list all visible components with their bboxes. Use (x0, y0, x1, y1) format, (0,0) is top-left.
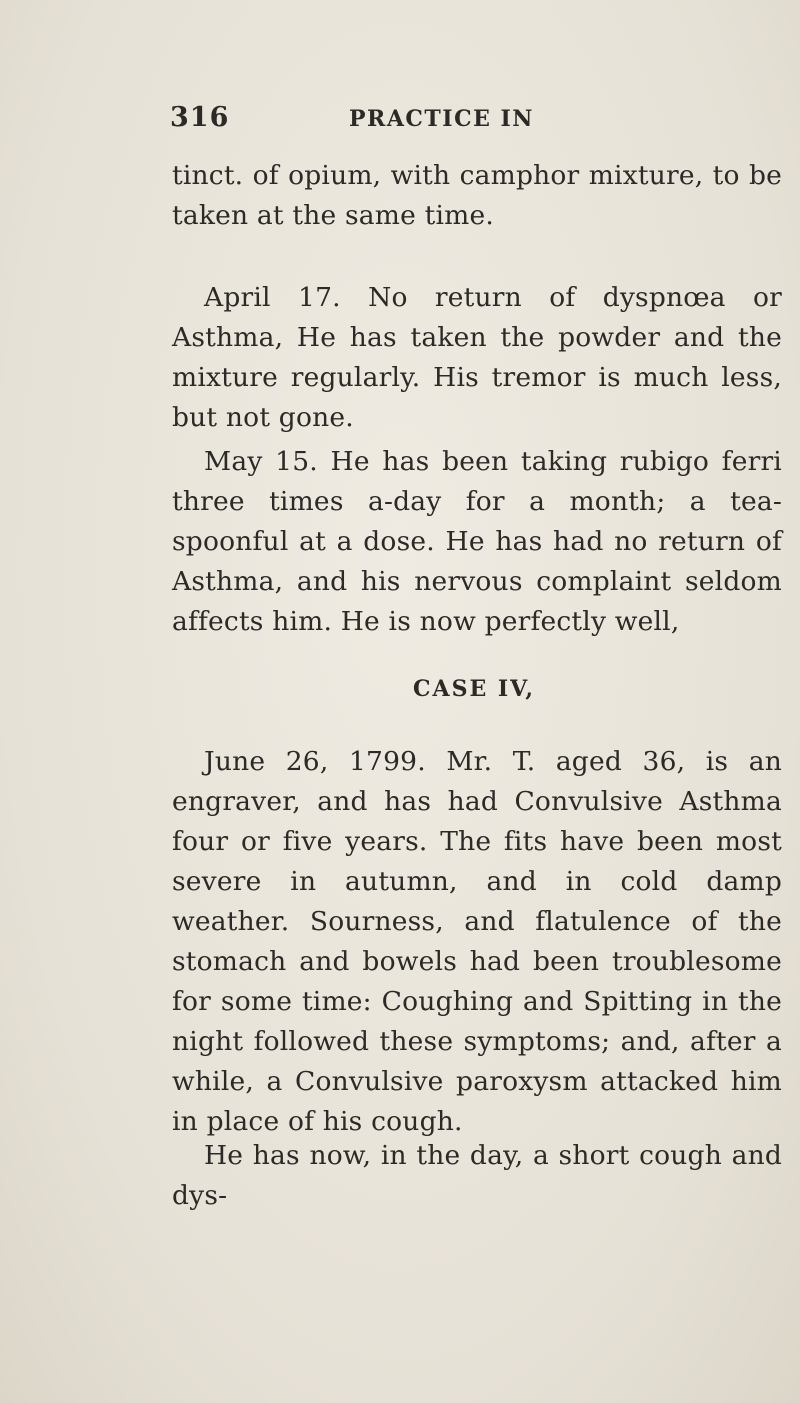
paragraph-text: He has now, in the day, a short cough and dys- (172, 1140, 782, 1211)
paragraph-cough (172, 1136, 782, 1216)
entry-date: June 26, 1799. (204, 746, 426, 777)
paragraph-text: tinct. of opium, with camphor mixture, to be taken at the same time. (172, 160, 782, 231)
paragraph-text: No return of dyspnœa or Asthma, He has taken the powder and the mixture regularly. His tremor is much less, but not gone. (172, 282, 783, 433)
paragraph-text: Mr. T. aged 36, is an engraver, and has had Convulsive Asthma four or five years. The fits have been most severe in autumn, and in cold damp weather. Sourness, and flatulence of the stomach and bowels had been troublesome for some time: Coughing and Spitting in the night followed these symptoms; and, after a while, a Convulsive paroxysm attacked him in place of his cough. (172, 746, 782, 1137)
running-head: PRACTICE IN (349, 106, 534, 132)
entry-date: April 17. (204, 282, 341, 313)
case-heading: CASE IV, (413, 676, 536, 702)
paragraph-continuation (172, 156, 782, 236)
paragraph-may-15 (172, 442, 782, 642)
paragraph-june-26 (172, 742, 782, 1142)
paragraph-april-17 (172, 278, 782, 438)
page-number: 316 (170, 102, 230, 133)
page-header (0, 102, 800, 142)
paragraph-text: He has been taking rubigo ferri three times a-day for a month; a tea-spoonful at a dose. He has had no return of Asthma, and his nervous complaint seldom affects him. He is now perfectly well, (172, 446, 782, 637)
entry-date: May 15. (204, 446, 318, 477)
